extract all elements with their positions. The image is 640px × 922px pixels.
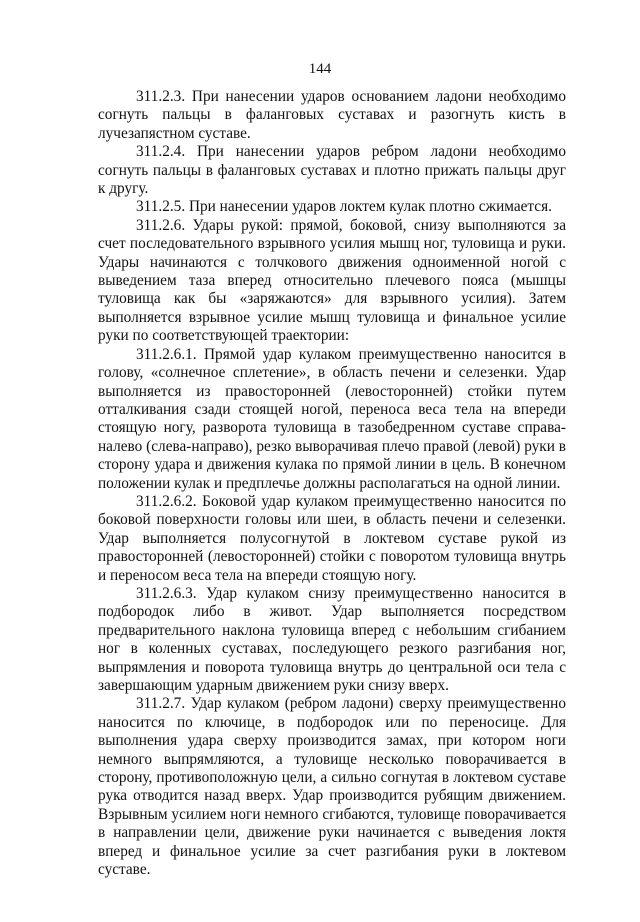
paragraph-311-2-5: 311.2.5. При нанесении ударов локтем кулак плотно сжимается. xyxy=(136,198,552,216)
page-number: 144 xyxy=(308,61,332,77)
paragraph-311-2-6-2: 311.2.6.2. Боковой удар кулаком преимущественно наносится по боковой поверхности головы или шеи, в область печени и селезенки. Удар выполняется полусогнутой в локтевом суставе рукой из правосторонней (левосторонней) стойки с поворотом туловища внутрь и переносом веса тела на впереди стоящую ногу. xyxy=(98,492,566,584)
paragraph-311-2-6-3: 311.2.6.3. Удар кулаком снизу преимущественно наносится в подбородок либо в живот. Удар выполняется посредством предварительного наклона туловища вперед с небольшим сгибанием ног в коленных суставах, последующего резкого разгибания ног, выпрямления и поворота туловища внутрь до центральной оси тела с завершающим ударным движением руки снизу вверх. xyxy=(98,584,566,694)
paragraph-311-2-4: 311.2.4. При нанесении ударов ребром ладони необходимо согнуть пальцы в фаланговых суставах и плотно прижать пальцы друг к другу. xyxy=(98,143,566,198)
paragraph-311-2-3: 311.2.3. При нанесении ударов основанием ладони необходимо согнуть пальцы в фаланговых суставах и разогнуть кисть в лучезапястном суставе. xyxy=(98,88,566,142)
paragraph-311-2-7: 311.2.7. Удар кулаком (ребром ладони) сверху преимущественно наносится по ключице, в подбородок или по переносице. Для выполнения удара сверху производится замах, при котором ноги немного выпрямляются, а туловище несколько поворачивается в сторону, противоположную цели, а сильно согнутая в локтевом суставе рука отводится назад вверх. Удар производится рубящим движением. Взрывным усилием ноги немного сгибаются, туловище поворачивается в направлении цели, движение руки начинается с выведения локтя вперед и финальное усилие за счет разгибания руки в локтевом суставе. xyxy=(98,695,566,879)
paragraph-311-2-6-1: 311.2.6.1. Прямой удар кулаком преимущественно наносится в голову, «солнечное сплетение», в область печени и селезенки. Удар выполняется из правосторонней (левосторонней) стойки путем отталкивания сзади стоящей ногой, переноса веса тела на впереди стоящую ногу, разворота туловища в тазобедренном суставе справа-налево (слева-направо), резко выворачивая плечо правой (левой) руки в сторону удара и движения кулака по прямой линии в цель. В конечном положении кулак и предплечье должны располагаться на одной линии. xyxy=(98,345,566,492)
document-body xyxy=(98,88,566,879)
paragraph-311-2-6: 311.2.6. Удары рукой: прямой, боковой, снизу выполняются за счет последовательного взрывного усилия мышц ног, туловища и руки. Удары начинаются с толчкового движения одноименной ногой с выведением таза вперед относительно плечевого пояса (мышцы туловища как бы «заряжаются» для взрывного усилия). Затем выполняется взрывное усилие мышц туловища и финальное усилие руки по соответствующей траектории: xyxy=(98,216,566,345)
